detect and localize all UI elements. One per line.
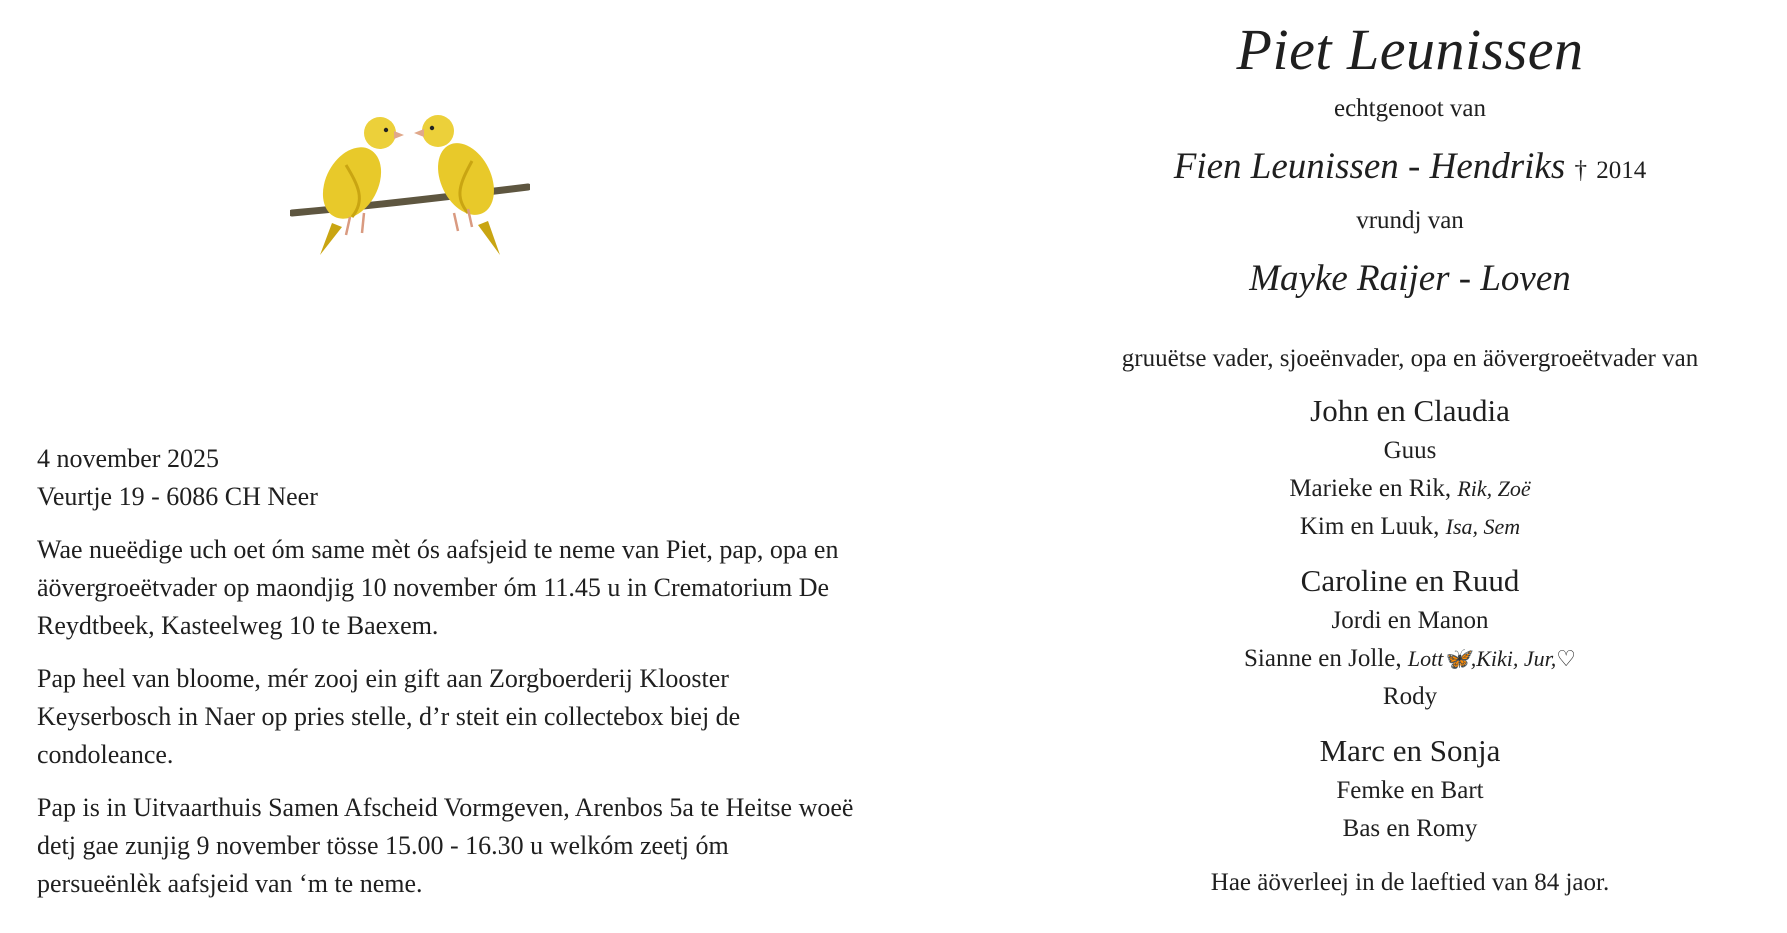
family-couple: Caroline en Ruud [1300, 563, 1520, 598]
family-intro: gruuëtse vader, sjoeënvader, opa en äövergroeëtvader van [1121, 345, 1699, 372]
family-announcement [1050, 10, 1770, 902]
family-group [1050, 560, 1770, 716]
closing-age-line: Hae äöverleej in de laeftied van 84 jaor. [1210, 869, 1610, 896]
right-canary [414, 115, 505, 255]
child-line [1050, 772, 1770, 810]
family-couple: Marc en Sonja [1319, 733, 1501, 768]
spouse-name: Fien Leunissen - Hendriks [1173, 146, 1566, 187]
child-line [1050, 640, 1770, 678]
relation-friend-label: vrundj van [1356, 207, 1464, 234]
child-line [1050, 602, 1770, 640]
relation-spouse-label: echtgenoot van [1333, 95, 1487, 122]
family-group [1050, 730, 1770, 848]
child-name: Kim en Luuk, [1299, 513, 1440, 540]
child-name: Bas en Romy [1342, 815, 1478, 842]
visitation-paragraph: Pap is in Uitvaarthuis Samen Afscheid Vormgeven, Arenbos 5a te Heitse woeë detj gae zunjig 9 november tösse 15.00 - 16.30 u welkóm zeetj óm persueënlèk aafsjeid van ‘m te neme. [37, 793, 854, 898]
left-canary [311, 117, 404, 255]
child-name: Marieke en Rik, [1289, 475, 1452, 502]
ceremony-paragraph: Wae nueëdige uch oet óm same mèt ós aafsjeid te neme van Piet, pap, opa en äövergroeëtvader op maondjig 10 november óm 11.45 u in Crematorium De Reydtbeek, Kasteelweg 10 te Baexem. [37, 535, 839, 640]
canaries-on-branch-illustration [290, 105, 530, 265]
friend-name: Mayke Raijer - Loven [1249, 258, 1571, 299]
home-address: Veurtje 19 - 6086 CH Neer [37, 482, 318, 511]
child-line [1050, 508, 1770, 546]
notice-date: 4 november 2025 [37, 444, 219, 473]
spouse-line [1050, 142, 1770, 196]
grandchildren-names: Rik, Zoë [1457, 476, 1531, 501]
funeral-details [37, 440, 857, 918]
cross-icon: † [1574, 157, 1588, 184]
child-name: Guus [1383, 437, 1437, 464]
child-name: Jordi en Manon [1331, 607, 1489, 634]
child-line [1050, 470, 1770, 508]
child-name: Femke en Bart [1336, 777, 1484, 804]
grandchildren-names: Isa, Sem [1445, 514, 1521, 539]
deceased-name: Piet Leunissen [1236, 17, 1584, 82]
child-line [1050, 432, 1770, 470]
family-group [1050, 390, 1770, 546]
family-couple: John en Claudia [1310, 393, 1510, 428]
donation-paragraph: Pap heel van bloome, mér zooj ein gift aan Zorgboerderij Klooster Keyserbosch in Naer op pries stelle, d’r steit ein collectebox biej de condoleance. [37, 664, 741, 769]
child-line [1050, 810, 1770, 848]
spouse-death-year: 2014 [1596, 157, 1647, 184]
child-line [1050, 678, 1770, 716]
child-name: Sianne en Jolle, [1244, 645, 1402, 672]
grandchildren-names: Lott🦋,Kiki, Jur,♡ [1407, 646, 1576, 671]
child-name: Rody [1382, 683, 1438, 710]
